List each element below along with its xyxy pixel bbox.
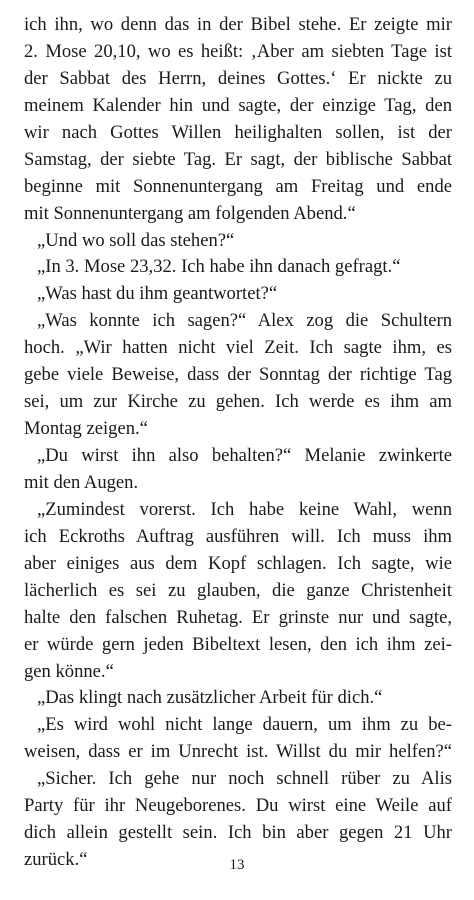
text-line: „In 3. Mose 23,32. Ich habe ihn danach gefragt.“	[37, 256, 401, 278]
text-line: zurück.“	[24, 849, 88, 871]
text-line: meinem Kalender hin und sagte, der einzige Tag, den	[24, 94, 452, 116]
text-line: hoch. „Wir hatten nicht viel Zeit. Ich sagte ihm, es	[24, 337, 452, 359]
page-number: 13	[229, 857, 245, 873]
text-line: „Zumindest vorerst. Ich habe keine Wahl, wenn	[37, 498, 452, 520]
text-line: „Das klingt nach zusätzlicher Arbeit für dich.“	[37, 687, 383, 709]
text-line: 2. Mose 20,10, wo es heißt: ‚Aber am siebten Tage ist	[24, 40, 452, 62]
text-line: Party für ihr Neugeborenes. Du wirst eine Weile auf	[24, 795, 452, 817]
text-line: mit den Augen.	[24, 471, 139, 493]
text-line: wir nach Gottes Willen heilighalten sollen, ist der	[24, 121, 452, 143]
text-line: mit Sonnenuntergang am folgenden Abend.“	[24, 202, 356, 224]
text-line: gen könne.“	[24, 660, 114, 682]
text-line: dich allein gestellt sein. Ich bin aber gegen 21 Uhr	[24, 822, 452, 844]
text-line: weisen, dass er im Unrecht ist. Willst du mir helfen?“	[24, 741, 452, 763]
text-line: „Was hast du ihm geantwortet?“	[37, 283, 278, 305]
text-line: lächerlich es sei zu glauben, die ganze Christenheit	[24, 579, 452, 601]
text-line: Montag zeigen.“	[24, 418, 148, 440]
text-line: ich Eckroths Auftrag ausführen will. Ich muss ihm	[24, 525, 452, 547]
text-line: sei, um zur Kirche zu gehen. Ich werde es ihm am	[24, 391, 452, 413]
text-line: „Und wo soll das stehen?“	[37, 229, 235, 251]
text-line: aber einiges aus dem Kopf schlagen. Ich sagte, wie	[24, 552, 452, 574]
text-line: Samstag, der siebte Tag. Er sagt, der biblische Sabbat	[24, 148, 452, 170]
text-line: halte den falschen Ruhetag. Er grinste nur und sagte,	[24, 606, 452, 628]
text-line: er würde gern jeden Bibeltext lesen, den ich ihm zei-	[24, 633, 452, 655]
text-line: beginne mit Sonnenuntergang am Freitag und ende	[24, 175, 452, 197]
text-line: gebe viele Beweise, dass der Sonntag der richtige Tag	[24, 364, 452, 386]
text-line: „Du wirst ihn also behalten?“ Melanie zwinkerte	[37, 445, 452, 466]
text-line: „Es wird wohl nicht lange dauern, um ihm zu be-	[37, 714, 452, 736]
text-line: „Sicher. Ich gehe nur noch schnell rüber zu Alis	[37, 768, 452, 790]
text-line: ich ihn, wo denn das in der Bibel stehe. Er zeigte mir	[24, 14, 452, 35]
body-text	[24, 12, 452, 874]
text-line: „Was konnte ich sagen?“ Alex zog die Schultern	[37, 310, 452, 332]
text-line: der Sabbat des Herrn, deines Gottes.‘ Er nickte zu	[24, 67, 452, 89]
